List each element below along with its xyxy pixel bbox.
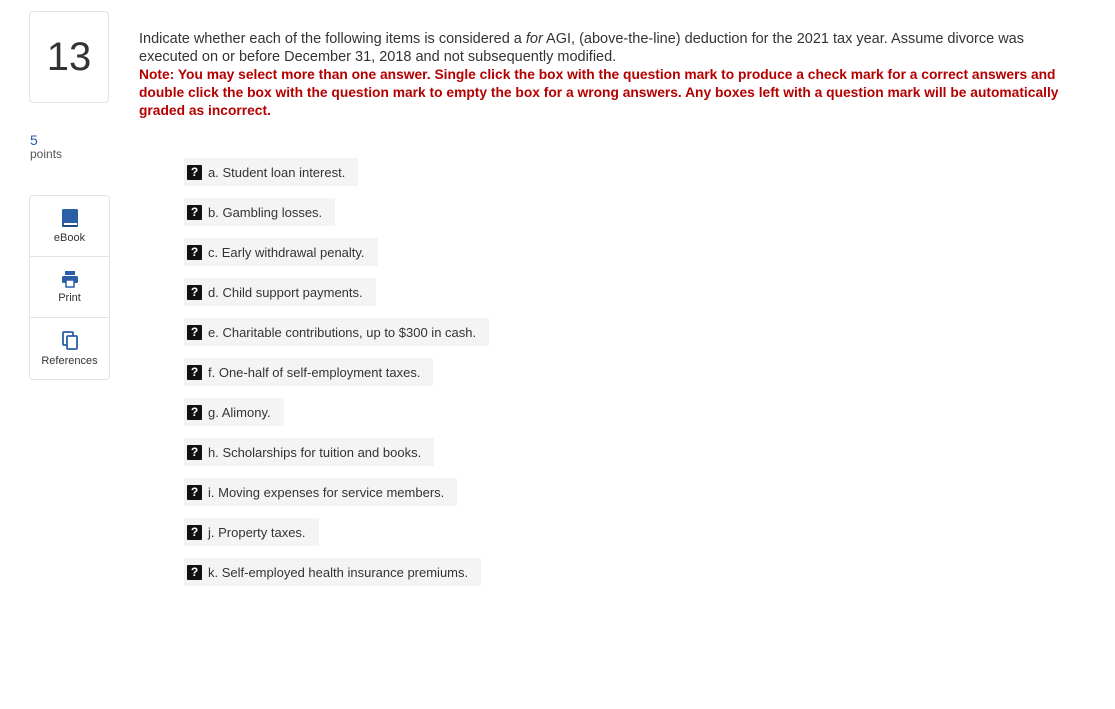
instruction-note: Note: You may select more than one answer. Single click the box with the question mark to produce a check mark for a correct answers and double click the box with the question mark to empty the box for a wrong answers. Any boxes left with a question mark will be automatically graded as incorrect. [139, 67, 1059, 118]
answer-options [184, 158, 489, 598]
option-e[interactable] [184, 318, 489, 346]
option-label: j. Property taxes. [208, 524, 306, 540]
option-i[interactable] [184, 478, 457, 506]
ebook-label: eBook [53, 232, 86, 244]
points-value: 5 [30, 132, 38, 148]
option-c[interactable] [184, 238, 378, 266]
references-button[interactable] [30, 318, 109, 379]
option-label: a. Student loan interest. [208, 164, 346, 180]
option-k[interactable] [184, 558, 481, 586]
question-mark-box[interactable]: ? [187, 165, 202, 180]
option-label: i. Moving expenses for service members. [208, 484, 445, 500]
option-label: e. Charitable contributions, up to $300 in cash. [208, 324, 477, 340]
question-prompt [139, 30, 1079, 120]
option-j[interactable] [184, 518, 319, 546]
question-mark-box[interactable]: ? [187, 245, 202, 260]
prompt-text-end: AGI, (above-the-line) deduction for the 2021 tax year. Assume divorce was executed on or before December 31, 2018 and not subsequently modified. [139, 31, 1024, 65]
prompt-text-italic: for [525, 31, 543, 47]
question-mark-box[interactable]: ? [187, 365, 202, 380]
prompt-text-start: Indicate whether each of the following items is considered a [139, 31, 526, 47]
option-h[interactable] [184, 438, 434, 466]
option-label: g. Alimony. [208, 404, 271, 420]
print-label: Print [58, 292, 81, 304]
option-label: k. Self-employed health insurance premiums. [208, 564, 469, 580]
references-label: References [41, 354, 98, 367]
points-block [30, 132, 62, 162]
printer-icon [61, 270, 79, 288]
question-mark-box[interactable]: ? [187, 525, 202, 540]
resource-tools [29, 195, 110, 380]
question-number: 13 [29, 11, 109, 103]
option-d[interactable] [184, 278, 376, 306]
copy-icon [61, 331, 79, 351]
option-label: b. Gambling losses. [208, 204, 323, 220]
question-mark-box[interactable]: ? [187, 325, 202, 340]
option-a[interactable] [184, 158, 358, 186]
ebook-button[interactable] [30, 196, 109, 257]
option-g[interactable] [184, 398, 284, 426]
question-mark-box[interactable]: ? [187, 565, 202, 580]
book-icon [61, 208, 79, 228]
question-mark-box[interactable]: ? [187, 485, 202, 500]
option-b[interactable] [184, 198, 335, 226]
question-mark-box[interactable]: ? [187, 405, 202, 420]
option-label: f. One-half of self-employment taxes. [208, 364, 421, 380]
points-label: points [30, 147, 63, 162]
question-mark-box[interactable]: ? [187, 285, 202, 300]
option-label: d. Child support payments. [208, 284, 363, 300]
question-mark-box[interactable]: ? [187, 445, 202, 460]
option-label: h. Scholarships for tuition and books. [208, 444, 422, 460]
question-mark-box[interactable]: ? [187, 205, 202, 220]
option-f[interactable] [184, 358, 433, 386]
print-button[interactable] [30, 257, 109, 318]
option-label: c. Early withdrawal penalty. [208, 244, 365, 260]
